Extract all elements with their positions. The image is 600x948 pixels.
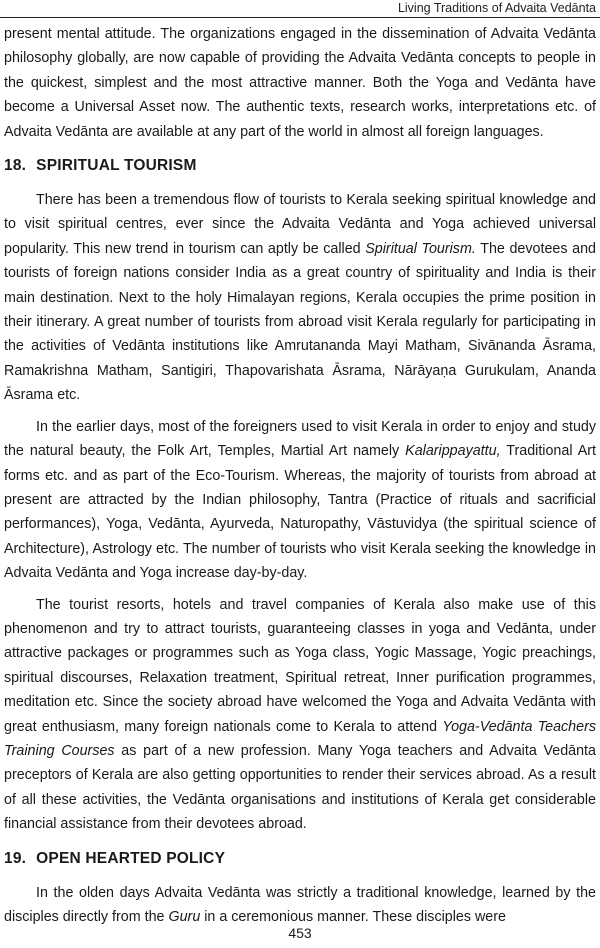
paragraph-spiritual-tourism-3: The tourist resorts, hotels and travel companies of Kerala also make use of this phenomenon and try to attract tourists, guaranteeing classes in yoga and Vedānta, under attractive packages or programmes such as Yoga class, Yogic Massage, Yogic preachings, spiritual discourses, Relaxation treatment, Spiritual retreat, Inner purification programmes, meditation etc. Since the society abroad have welcomed the Yoga and Advaita Vedānta with great enthusiasm, many foreign nationals come to Kerala to attend Yoga-Vedānta Teachers Training Courses as part of a new profession. Many Yoga teachers and Advaita Vedānta preceptors of Kerala are also getting opportunities to render their services abroad. As a result of all these activities, the Vedānta organisations and institutions of Kerala get considerable financial assistance from their devotees abroad. bbox=[4, 596, 596, 833]
paragraph-spiritual-tourism-2: In the earlier days, most of the foreigners used to visit Kerala in order to enjoy and study the natural beauty, the Folk Art, Temples, Martial Art namely Kalarippayattu, Traditional Art forms etc. and as part of the Eco-Tourism. Whereas, the majority of tourists from abroad at present are attracted by the Indian philosophy, Tantra (Practice of rituals and sacrificial performances), Yoga, Vedānta, Ayurveda, Naturopathy, Vāstuvidya (the spiritual science of Architecture), Astrology etc. The number of tourists who visit Kerala seeking the knowledge in Advaita Vedānta and Yoga increase day-by-day. bbox=[4, 418, 596, 582]
running-title: Living Traditions of Advaita Vedānta bbox=[397, 1, 596, 15]
section-title: OPEN HEARTED POLICY bbox=[36, 849, 226, 867]
page-body bbox=[4, 22, 596, 929]
section-number: 19. bbox=[4, 849, 27, 867]
running-header bbox=[0, 0, 600, 18]
page-number: 453 bbox=[288, 925, 312, 941]
paragraph-spiritual-tourism-1: There has been a tremendous flow of tourists to Kerala seeking spiritual knowledge and to visit spiritual centres, ever since the Advaita Vedānta and Yoga achieved universal popularity. This new trend in tourism can aptly be called Spiritual Tourism. The devotees and tourists of foreign nations consider India as a great country of spirituality and India is their main destination. Next to the holy Himalayan regions, Kerala occupies the prime position in their itinerary. A great number of tourists from abroad visit Kerala regularly for participating in the activities of Vedānta institutions like Amrutananda Mayi Matham, Sivānanda Āsrama, Ramakrishna Matham, Santigiri, Thapovarishata Āsrama, Nārāyaṇa Gurukulam, Ananda Āsrama etc. bbox=[4, 192, 596, 404]
section-heading-18 bbox=[4, 154, 596, 178]
emphasis-term: Yoga-Vedānta Teachers Training Courses bbox=[4, 718, 596, 759]
section-heading-19 bbox=[4, 847, 596, 871]
emphasis-term: Kalarippayattu, bbox=[405, 443, 501, 460]
section-title: SPIRITUAL TOURISM bbox=[36, 157, 197, 175]
paragraph-open-hearted-policy: In the olden days Advaita Vedānta was strictly a traditional knowledge, learned by the disciples directly from the Guru in a ceremonious manner. These disciples were bbox=[4, 884, 596, 925]
paragraph-continuation: present mental attitude. The organizations engaged in the dissemination of Advaita Vedānta philosophy globally, are now capable of providing the Advaita Vedānta concepts to people in the quickest, simplest and the most attractive manner. Both the Yoga and Vedānta have become a Universal Asset now. The authentic texts, research works, interpretations etc. of Advaita Vedānta are available at any part of the world in almost all foreign languages. bbox=[4, 26, 596, 140]
emphasis-term: Guru bbox=[168, 909, 201, 925]
emphasis-term: Spiritual Tourism. bbox=[365, 240, 476, 257]
section-number: 18. bbox=[4, 157, 27, 175]
